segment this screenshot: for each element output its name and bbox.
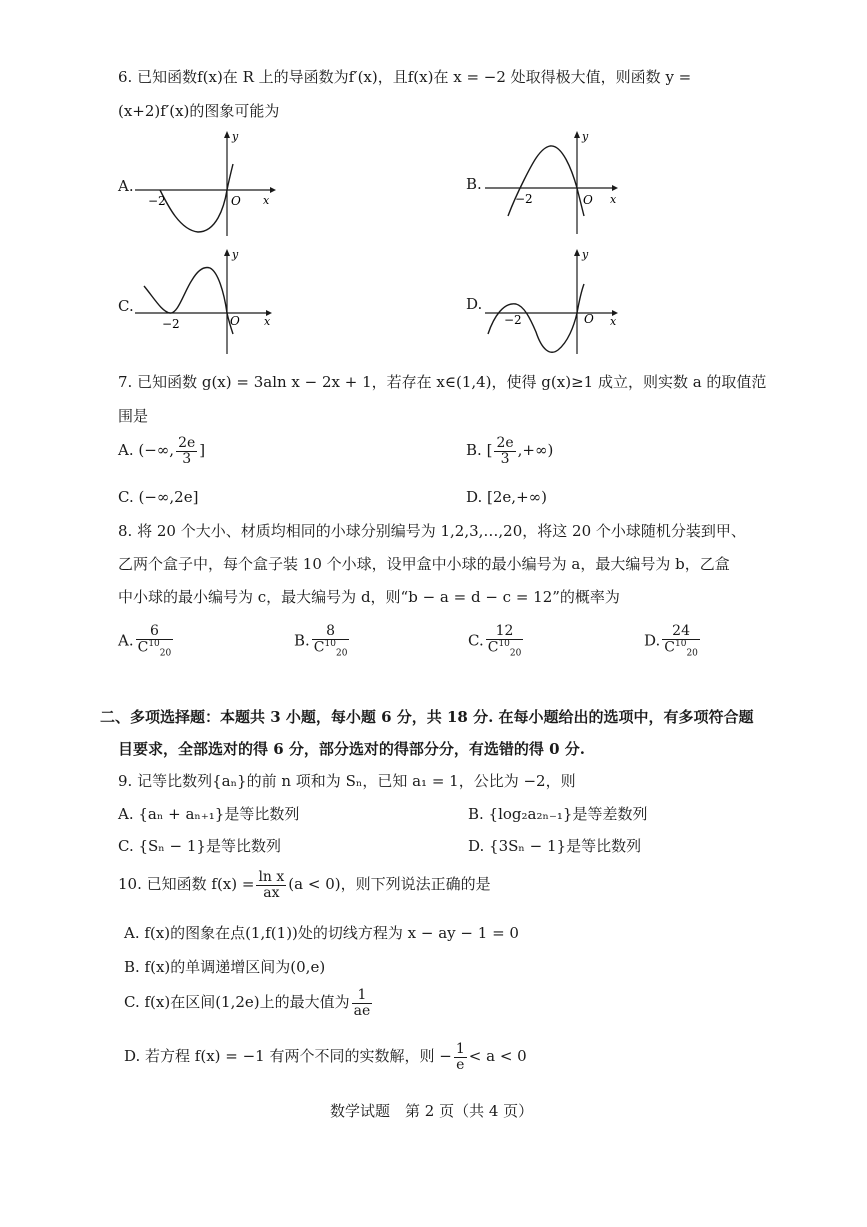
q7-option-c: C. (−∞,2e] bbox=[118, 488, 199, 506]
q7-option-b: B. [ $\frac{2e}{3}$ ,+∞) bbox=[466, 435, 554, 467]
q8-option-b: B. $\frac{8}{C^{10}_{20}}$ bbox=[294, 623, 348, 659]
q6-graph-b bbox=[480, 128, 630, 240]
q6-option-d-label: D. bbox=[466, 295, 483, 313]
q8-option-d: D. $\frac{24}{C^{10}_{20}}$ bbox=[644, 623, 698, 659]
q8-stem-line3: 中小球的最小编号为 c，最大编号为 d，则“b − a = d − c = 12”的概率为 bbox=[118, 588, 620, 606]
q6-graph-d-x-label: x bbox=[610, 315, 617, 328]
q6-graph-c-neg2: −2 bbox=[162, 317, 180, 331]
q10-option-c: C. f(x)在区间(1,2e)上的最大值为 $\frac{1}{ae}$ bbox=[124, 987, 371, 1019]
q9-option-a: A. {aₙ + aₙ₊₁}是等比数列 bbox=[118, 805, 300, 823]
q6-graph-b-x-label: x bbox=[610, 193, 617, 206]
q6-graph-d-neg2: −2 bbox=[504, 313, 522, 327]
q9-option-d: D. {3Sₙ − 1}是等比数列 bbox=[468, 837, 642, 855]
q9-option-b: B. {log₂a₂ₙ₋₁}是等差数列 bbox=[468, 805, 648, 823]
q6-graph-c-x-label: x bbox=[264, 315, 271, 328]
q6-graph-b-origin: O bbox=[583, 193, 593, 207]
q6-graph-a-origin: O bbox=[231, 194, 241, 208]
q6-graph-d-y-label: y bbox=[582, 248, 589, 261]
q6-stem-line1: 6. 已知函数f(x)在 R 上的导函数为f′(x)，且f(x)在 x = −2 处取得极大值，则函数 y = bbox=[118, 68, 692, 86]
q8-stem-line2: 乙两个盒子中，每个盒子装 10 个小球，设甲盒中小球的最小编号为 a，最大编号为 b，乙盒 bbox=[118, 555, 730, 573]
q10-stem: 10. 已知函数 f(x) = $\frac{\text{ln x}}{ax}$ (a < 0)，则下列说法正确的是 bbox=[118, 869, 491, 901]
q10-option-b: B. f(x)的单调递增区间为(0,e) bbox=[124, 958, 326, 976]
q9-stem: 9. 记等比数列{aₙ}的前 n 项和为 Sₙ，已知 a₁ = 1，公比为 −2，则 bbox=[118, 772, 576, 790]
q6-graph-a-neg2: −2 bbox=[148, 194, 166, 208]
q6-graph-b-y-label: y bbox=[582, 130, 589, 143]
q7-stem-line2: 围是 bbox=[118, 407, 149, 425]
q6-graph-d bbox=[480, 246, 630, 358]
q9-option-c: C. {Sₙ − 1}是等比数列 bbox=[118, 837, 281, 855]
q6-stem-line2: (x+2)f′(x)的图象可能为 bbox=[118, 102, 280, 120]
q8-stem-line1: 8. 将 20 个大小、材质均相同的小球分别编号为 1,2,3,…,20，将这 20 个小球随机分装到甲、 bbox=[118, 522, 746, 540]
q7-option-a: A. (−∞, $\frac{2e}{3}$ ] bbox=[118, 435, 206, 467]
page-footer: 数学试题 第 2 页（共 4 页） bbox=[330, 1102, 534, 1120]
q6-graph-a-x-label: x bbox=[263, 194, 270, 207]
q7-option-d: D. [2e,+∞) bbox=[466, 488, 547, 506]
q6-graph-c-origin: O bbox=[230, 314, 240, 328]
section2-heading-line1: 二、多项选择题：本题共 3 小题，每小题 6 分，共 18 分. 在每小题给出的选项中，有多项符合题 bbox=[100, 708, 754, 726]
q6-option-c-label: C. bbox=[118, 297, 134, 315]
q6-graph-c-y-label: y bbox=[232, 248, 239, 261]
q6-graph-a bbox=[130, 128, 280, 240]
q6-option-b-label: B. bbox=[466, 175, 482, 193]
q10-option-a: A. f(x)的图象在点(1,f(1))处的切线方程为 x − ay − 1 = 0 bbox=[124, 924, 519, 942]
q6-option-a-label: A. bbox=[118, 177, 134, 195]
q10-option-d: D. 若方程 f(x) = −1 有两个不同的实数解，则 − $\frac{1}{e}$ < a < 0 bbox=[124, 1041, 527, 1073]
q8-option-a: A. $\frac{6}{C^{10}_{20}}$ bbox=[118, 623, 172, 659]
q6-graph-a-y-label: y bbox=[232, 130, 239, 143]
q6-graph-c bbox=[130, 246, 280, 358]
q7-stem-line1: 7. 已知函数 g(x) = 3aln x − 2x + 1，若存在 x∈(1,4)，使得 g(x)≥1 成立，则实数 a 的取值范 bbox=[118, 373, 767, 391]
q6-graph-d-origin: O bbox=[584, 312, 594, 326]
q8-option-c: C. $\frac{12}{C^{10}_{20}}$ bbox=[468, 623, 522, 659]
section2-heading-line2: 目要求，全部选对的得 6 分，部分选对的得部分分，有选错的得 0 分. bbox=[118, 740, 585, 758]
q6-graph-b-neg2: −2 bbox=[515, 192, 533, 206]
